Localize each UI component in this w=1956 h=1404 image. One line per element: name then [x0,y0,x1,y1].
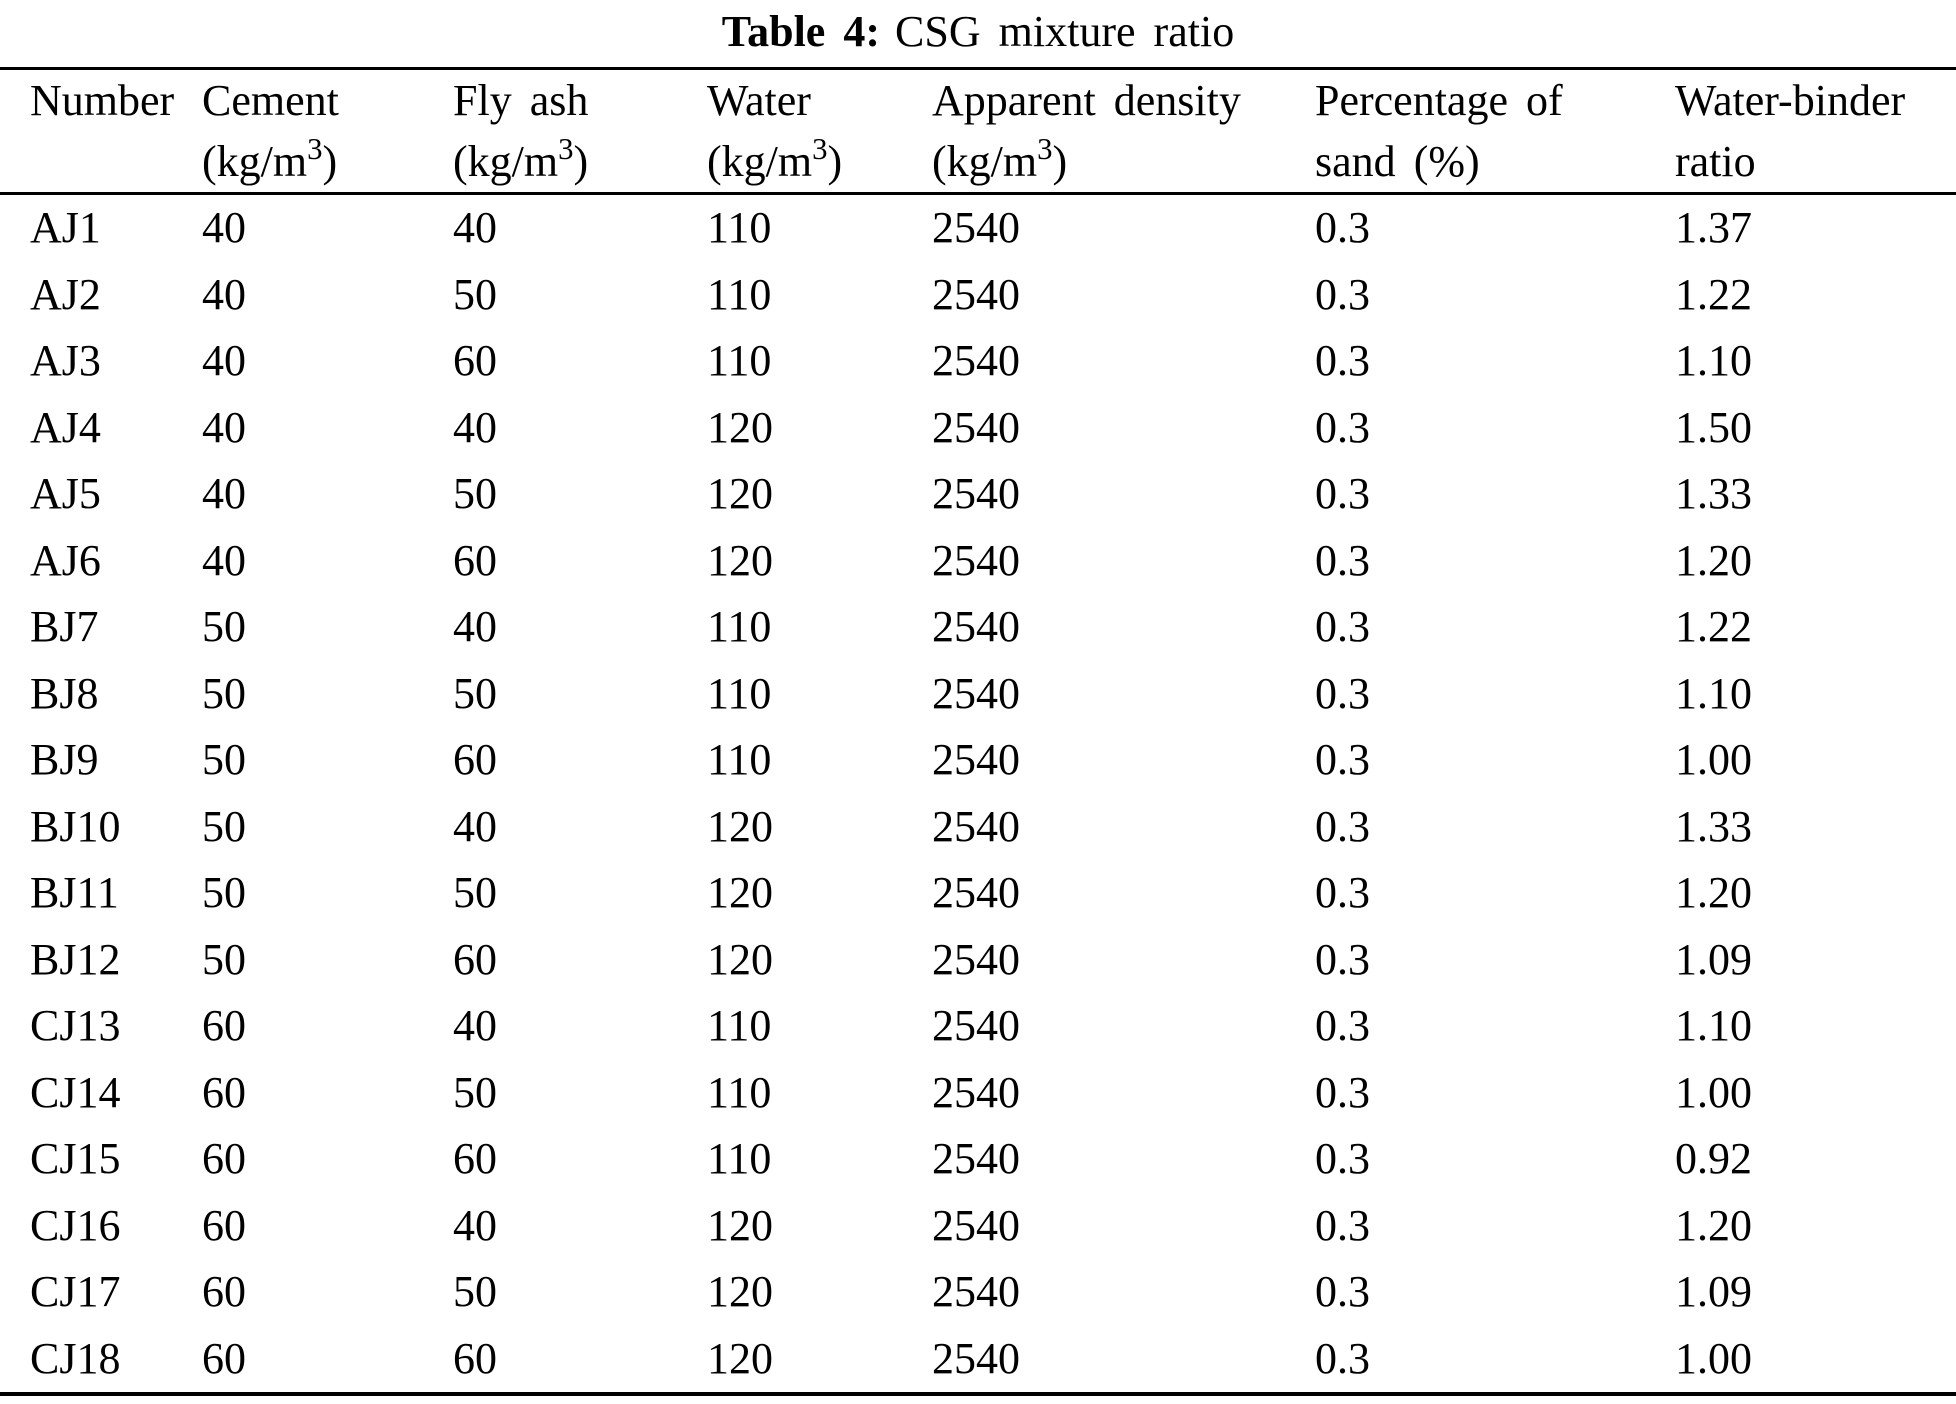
table-cell: 40 [202,203,246,253]
table-cell: 50 [202,801,246,851]
unit-superscript: 3 [812,132,828,167]
col-header-percentage-of-sand [1315,69,1675,194]
table-cell: 1.00 [1675,1067,1752,1117]
table-cell: 0.92 [1675,1134,1752,1184]
table-cell: 1.10 [1675,1001,1752,1051]
table-cell: AJ3 [30,336,101,386]
table-cell: 2540 [932,735,1020,785]
table-cell: 60 [202,1134,246,1184]
table-cell: 50 [453,1067,497,1117]
table-cell: CJ13 [30,1001,121,1051]
table-row [0,1259,1956,1326]
table-cell: 0.3 [1315,934,1370,984]
table-cell: 2540 [932,1267,1020,1317]
table-cell: 50 [202,602,246,652]
table-cell: 0.3 [1315,469,1370,519]
unit-superscript: 3 [558,132,574,167]
table-cell: CJ16 [30,1200,121,1250]
table-cell: 2540 [932,801,1020,851]
table-cell: 1.37 [1675,203,1752,253]
table-cell: 40 [202,469,246,519]
table-cell: 40 [202,402,246,452]
table-cell: 40 [202,336,246,386]
table-cell: CJ17 [30,1267,121,1317]
table-cell: 110 [707,336,772,386]
table-cell: 110 [707,1134,772,1184]
table-cell: 110 [707,668,772,718]
col-header-cement [202,69,453,194]
table-row [0,328,1956,395]
table-cell: 0.3 [1315,336,1370,386]
table-header [0,69,1956,194]
header-line2: sand (%) [1315,137,1480,186]
table-caption [0,6,1956,58]
table-cell: 2540 [932,336,1020,386]
table-cell: 0.3 [1315,402,1370,452]
table-cell: 0.3 [1315,1134,1370,1184]
table-cell: BJ8 [30,668,99,718]
table-cell: CJ14 [30,1067,121,1117]
table-cell: 2540 [932,1200,1020,1250]
table-cell: 50 [453,868,497,918]
table-cell: BJ7 [30,602,99,652]
table-row [0,594,1956,661]
table-cell: AJ4 [30,402,101,452]
table-cell: 1.20 [1675,535,1752,585]
table-cell: 60 [453,735,497,785]
col-header-fly-ash [453,69,707,194]
mixture-ratio-table [0,67,1956,1396]
table-cell: 120 [707,868,773,918]
table-row [0,661,1956,728]
table-cell: AJ2 [30,269,101,319]
table-cell: 2540 [932,402,1020,452]
header-line1: Cement [202,76,339,125]
table-cell: 2540 [932,868,1020,918]
header-line1: Water [707,76,811,125]
table-cell: 2540 [932,934,1020,984]
table-row [0,461,1956,528]
table-caption-label: Table 4: [721,7,881,56]
table-row [0,395,1956,462]
table-cell: 2540 [932,469,1020,519]
table-cell: 1.50 [1675,402,1752,452]
table-cell: 0.3 [1315,1001,1370,1051]
table-cell: 50 [202,735,246,785]
table-row [0,794,1956,861]
table-cell: 0.3 [1315,269,1370,319]
table-cell: 50 [453,269,497,319]
table-cell: AJ6 [30,535,101,585]
table-cell: 2540 [932,1067,1020,1117]
table-cell: 120 [707,1200,773,1250]
table-cell: 40 [453,1200,497,1250]
table-cell: 2540 [932,1134,1020,1184]
table-cell: 0.3 [1315,868,1370,918]
table-cell: 1.22 [1675,269,1752,319]
table-cell: 2540 [932,269,1020,319]
table-cell: 2540 [932,602,1020,652]
col-header-apparent-density [932,69,1315,194]
header-line2: $(kg/m^3)$ [453,132,589,186]
table-cell: 0.3 [1315,1333,1370,1383]
table-cell: 1.00 [1675,1333,1752,1383]
table-cell: 120 [707,801,773,851]
table-cell: BJ11 [30,868,119,918]
table-cell: 60 [453,535,497,585]
table-cell: 110 [707,1067,772,1117]
table-cell: 0.3 [1315,801,1370,851]
unit-superscript: 3 [307,132,323,167]
table-cell: CJ18 [30,1333,121,1383]
header-row [0,69,1956,194]
table-row [0,194,1956,262]
header-line1: Fly ash [453,76,589,125]
table-cell: 2540 [932,1001,1020,1051]
col-header-water-binder-ratio [1675,69,1956,194]
table-row [0,1126,1956,1193]
table-cell: 1.20 [1675,1200,1752,1250]
table-cell: 60 [202,1333,246,1383]
table-cell: 0.3 [1315,1200,1370,1250]
table-caption-text: CSG mixture ratio [895,7,1235,56]
table-row [0,993,1956,1060]
table-cell: 110 [707,269,772,319]
table-cell: 50 [453,469,497,519]
table-cell: 50 [202,934,246,984]
table-row [0,262,1956,329]
header-line1: Number [30,76,175,125]
table-cell: CJ15 [30,1134,121,1184]
table-cell: 60 [453,1134,497,1184]
header-line2 [30,131,202,192]
col-header-water [707,69,932,194]
table-row [0,1193,1956,1260]
table-cell: 40 [453,203,497,253]
table-cell: 40 [453,602,497,652]
table-row [0,1060,1956,1127]
table-cell: 40 [453,801,497,851]
table-cell: 120 [707,535,773,585]
table-cell: 2540 [932,1333,1020,1383]
header-line2: ratio [1675,137,1756,186]
table-cell: 1.33 [1675,801,1752,851]
table-cell: 40 [202,535,246,585]
table-cell: 60 [202,1267,246,1317]
table-cell: 2540 [932,668,1020,718]
table-cell: 110 [707,1001,772,1051]
table-cell: AJ1 [30,203,101,253]
table-cell: 0.3 [1315,602,1370,652]
table-row [0,1326,1956,1395]
table-cell: 0.3 [1315,535,1370,585]
col-header-number [0,69,202,194]
table-cell: 1.20 [1675,868,1752,918]
table-cell: AJ5 [30,469,101,519]
table-cell: 50 [453,668,497,718]
table-cell: 0.3 [1315,1267,1370,1317]
table-cell: 40 [453,1001,497,1051]
table-cell: BJ12 [30,934,121,984]
table-cell: 0.3 [1315,203,1370,253]
table-cell: 120 [707,402,773,452]
table-cell: 0.3 [1315,1067,1370,1117]
table-row [0,927,1956,994]
table-cell: 50 [453,1267,497,1317]
table-cell: 40 [453,402,497,452]
table-row [0,528,1956,595]
header-line1: Apparent density [932,76,1241,125]
table-cell: 110 [707,602,772,652]
table-body [0,194,1956,1395]
table-cell: 120 [707,934,773,984]
header-line2: $(kg/m^3)$ [932,132,1068,186]
table-cell: 50 [202,868,246,918]
unit-superscript: 3 [1037,132,1053,167]
table-cell: 1.10 [1675,336,1752,386]
table-cell: 110 [707,203,772,253]
header-line2: $(kg/m^3)$ [707,132,843,186]
table-cell: 120 [707,469,773,519]
table-cell: 60 [202,1067,246,1117]
table-cell: BJ9 [30,735,99,785]
table-row [0,727,1956,794]
table-cell: 2540 [932,535,1020,585]
table-cell: 0.3 [1315,735,1370,785]
table-cell: 0.3 [1315,668,1370,718]
table-cell: 1.10 [1675,668,1752,718]
table-cell: 110 [707,735,772,785]
header-line1: Water-binder [1675,76,1906,125]
table-cell: 60 [202,1200,246,1250]
table-cell: 120 [707,1267,773,1317]
table-cell: 50 [202,668,246,718]
table-row [0,860,1956,927]
table-cell: 1.22 [1675,602,1752,652]
table-cell: 60 [453,1333,497,1383]
header-line2: $(kg/m^3)$ [202,132,338,186]
table-cell: 120 [707,1333,773,1383]
table-cell: 60 [202,1001,246,1051]
table-cell: 40 [202,269,246,319]
table-cell: 1.33 [1675,469,1752,519]
table-cell: 60 [453,934,497,984]
table-cell: 1.09 [1675,934,1752,984]
table-cell: 60 [453,336,497,386]
table-cell: 1.09 [1675,1267,1752,1317]
table-cell: 1.00 [1675,735,1752,785]
header-line1: Percentage of [1315,76,1563,125]
table-cell: BJ10 [30,801,121,851]
table-cell: 2540 [932,203,1020,253]
